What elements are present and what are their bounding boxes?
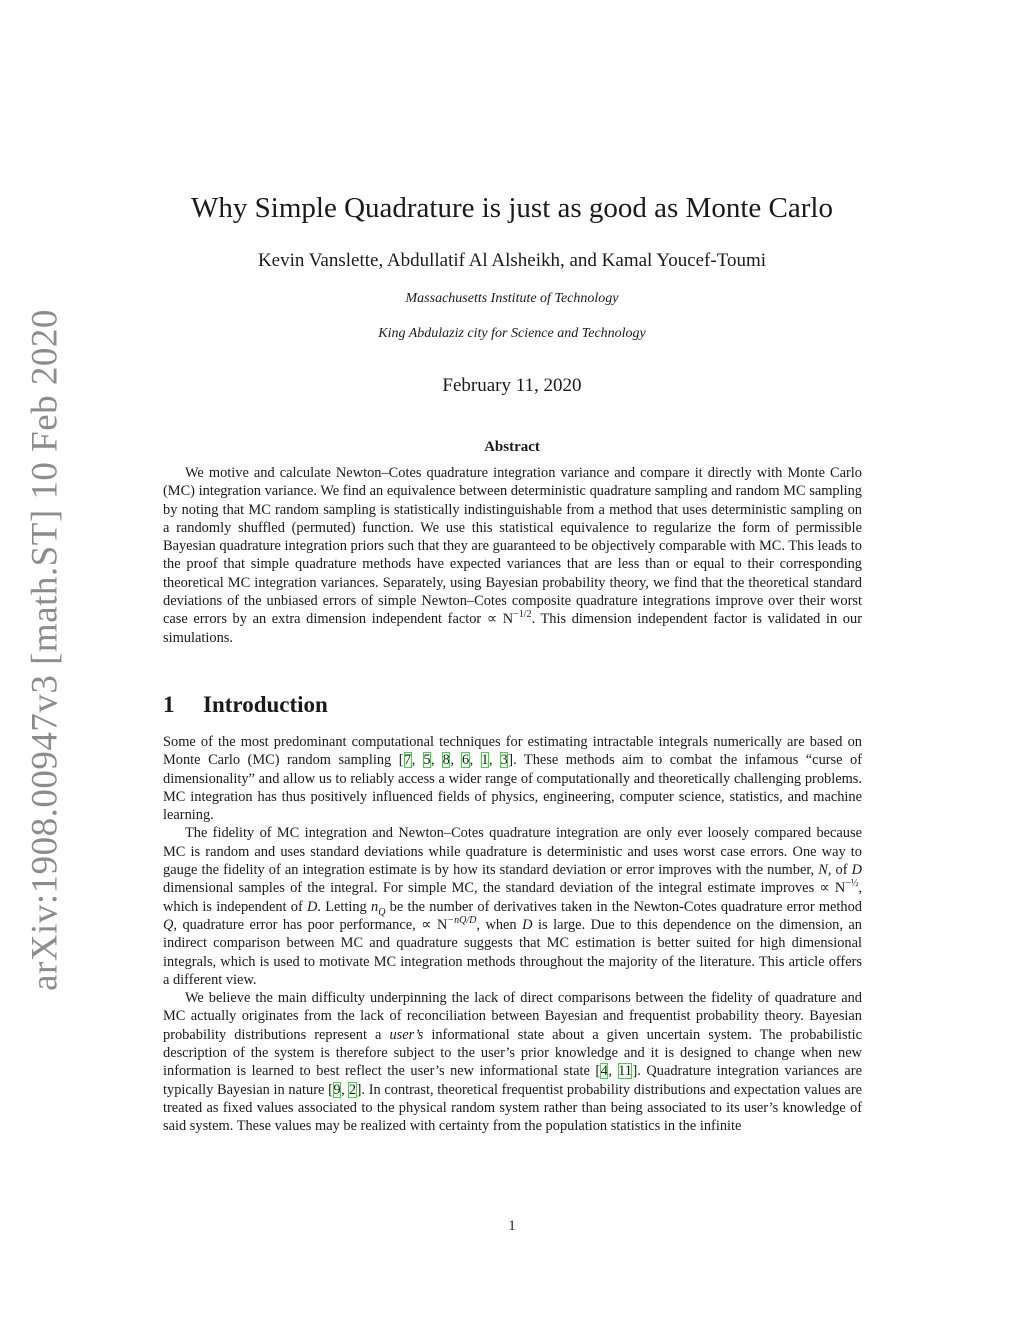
section-number: 1	[163, 692, 175, 717]
citation-link[interactable]: 7	[404, 752, 412, 769]
paragraph-text: ]. Quadrature integration variances are typically Bayesian in nature [	[163, 1063, 862, 1098]
emphasis-text: user’s	[389, 1026, 424, 1043]
abstract-text-end: . This dimension independent factor is validated in our simulations.	[163, 611, 862, 646]
paragraph-text: be the number of derivatives taken in the Newton-Cotes quadrature error method	[385, 898, 863, 915]
math-symbol: n	[370, 898, 379, 915]
introduction-body	[163, 733, 862, 1136]
citation-link[interactable]: 6	[461, 752, 470, 769]
math-symbol: D	[522, 916, 533, 933]
math-exponent: −½	[845, 878, 859, 890]
citation-link[interactable]: 5	[423, 752, 431, 769]
paragraph-text: informational state about a given uncertain system. The probabilistic description of the system is therefore subject to the user’s prior knowledge and it is designed to change when new information is learned to best reflect the user’s new informational state [	[163, 1026, 862, 1080]
paragraph-text: Some of the most predominant computational techniques for estimating intractable integrals numerically are based on Monte Carlo (MC) random sampling [	[163, 734, 862, 769]
page-number: 1	[508, 1218, 516, 1234]
paragraph-text: , quadrature error has poor performance, ∝ N	[173, 916, 448, 933]
math-subscript: Q	[378, 906, 386, 918]
paper-date: February 11, 2020	[442, 375, 582, 396]
math-symbol: Q	[163, 916, 174, 933]
paragraph-text: ]. These methods aim to combat the infamous “curse of dimensionality” and allow us to reliably access a wider range of computationally and theoretically challenging problems. MC integration has thus positively influenced fields of physics, engineering, computer science, statistics, and machine learning.	[163, 752, 863, 824]
math-exponent: −nQ/D	[447, 915, 477, 927]
paragraph-text: , when	[476, 916, 523, 933]
paragraph-text: , which is independent of	[163, 880, 862, 915]
paragraph-text: , of	[827, 862, 852, 879]
paragraph-text: dimensional samples of the integral. For simple MC, the standard deviation of the integral estimate improves ∝ N	[163, 880, 846, 897]
citation-link[interactable]: 2	[348, 1081, 357, 1098]
section-title: Introduction	[203, 692, 328, 717]
paper-title: Why Simple Quadrature is just as good as Monte Carlo	[191, 192, 833, 224]
citation-link[interactable]: 11	[618, 1063, 632, 1080]
math-symbol: D	[851, 862, 862, 879]
citation-link[interactable]: 9	[333, 1081, 341, 1098]
affiliation-kacst: King Abdulaziz city for Science and Technology	[378, 326, 646, 341]
citation-link[interactable]: 8	[442, 752, 450, 769]
intro-paragraph-2	[163, 824, 862, 989]
paragraph-text: is large. Due to this dependence on the dimension, an indirect comparison between MC and quadrature suggests that MC estimation is better suited for high dimensional integrals, which is used to motivate MC integration methods throughout the majority of the literature. This article offers a different view.	[163, 916, 862, 988]
arxiv-identifier-stamp	[20, 309, 70, 991]
intro-paragraph-3: We believe the main difficulty underpinning the lack of direct comparisons between the fidelity of quadrature and MC actually originates from the lack of reconciliation between Bayesian and frequentist probability theory. Bayesian probability distributions represent a user’s informational state about a given uncertain system. The probabilistic description of the system is therefore subject to the user’s prior knowledge and it is designed to change when new information is learned to best reflect the user’s new informational state [4, 11]. Quadrature integration variances are typically Bayesian in nature [9, 2]. In contrast, theoretical frequentist probability distributions and expectation values are treated as fixed values associated to the physical random system rather than being associated to its user’s knowledge of said system. These values may be realized with certainty from the population statistics in the infinite	[163, 990, 862, 1135]
citation-link[interactable]: 3	[500, 752, 508, 769]
citation-link[interactable]: 4	[600, 1063, 608, 1080]
abstract-heading: Abstract	[484, 439, 540, 455]
abstract-text: We motive and calculate Newton–Cotes quadrature integration variance and compare it directly with Monte Carlo (MC) integration variance. We find an equivalence between deterministic quadrature sampling and random MC sampling by noting that MC random sampling is statistically indistinguishable from a method that uses deterministic sampling on a randomly shuffled (permuted) function. We use this statistical equivalence to regularize the form of permissible Bayesian quadrature integration priors such that they are guaranteed to be objectively comparable with MC. This leads to the proof that simple quadrature methods have expected variances that are less than or equal to their corresponding theoretical MC integration variances. Separately, using Bayesian probability theory, we find that the theoretical standard deviations of the unbiased errors of simple Newton–Cotes composite quadrature integrations improve over their worst case errors by an extra dimension independent factor ∝ N	[163, 465, 862, 628]
paragraph-text: We believe the main difficulty underpinning the lack of direct comparisons between the fidelity of quadrature and MC actually originates from the lack of reconciliation between Bayesian and frequentist probability theory. Bayesian probability distributions represent a	[163, 990, 862, 1043]
abstract-body	[163, 464, 862, 647]
arxiv-identifier-text: arXiv:1908.00947v3 [math.ST] 10 Feb 2020	[24, 309, 66, 991]
intro-paragraph-1: Some of the most predominant computational techniques for estimating intractable integrals numerically are based on Monte Carlo (MC) random sampling [7, 5, 8, 6, 1, 3]. These methods aim to combat the infamous “curse of dimensionality” and allow us to reliably access a wider range of computationally and theoretically challenging problems. MC integration has thus positively influenced fields of physics, engineering, computer science, statistics, and machine learning.	[163, 734, 863, 824]
math-symbol: D	[306, 898, 318, 915]
affiliation-mit: Massachusetts Institute of Technology	[405, 291, 619, 306]
paragraph-text: The fidelity of MC integration and Newton–Cotes quadrature integration are only ever loosely compared because MC is random and uses standard deviations while quadrature is deterministic and uses worst case errors. One way to gauge the fidelity of an integration estimate is by how its standard deviation or error improves with the number,	[163, 825, 862, 879]
paper-authors: Kevin Vanslette, Abdullatif Al Alsheikh, and Kamal Youcef-Toumi	[257, 250, 767, 271]
paragraph-text: ]. In contrast, theoretical frequentist probability distributions and expectation values are treated as fixed values associated to the physical random system rather than being associated to its user’s knowledge of said system. These values may be realized with certainty from the population statistics in the infinite	[163, 1081, 862, 1135]
abstract-exponent: −1/2	[513, 609, 532, 621]
math-symbol: N	[818, 862, 828, 879]
paragraph-text: . Letting	[317, 898, 371, 915]
section-heading-introduction	[163, 692, 328, 718]
citation-link[interactable]: 1	[481, 752, 489, 769]
